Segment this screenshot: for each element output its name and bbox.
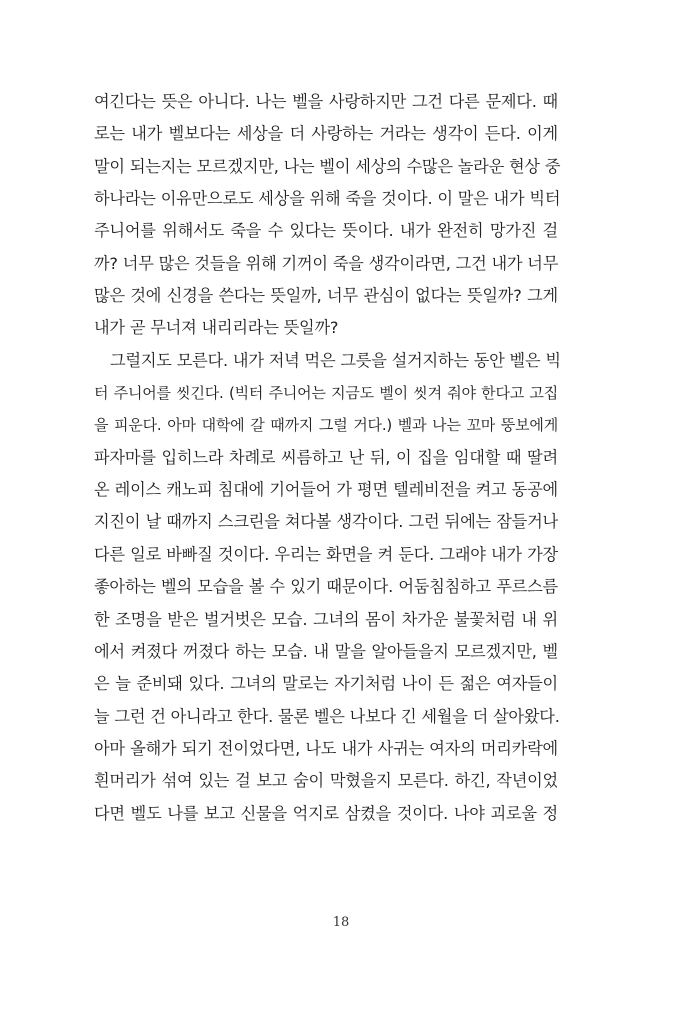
body-text [94, 86, 561, 830]
text-line: 아마 올해가 되기 전이었다면, 나도 내가 사귀는 여자의 머리카락에 [94, 738, 558, 758]
text-line: 터 주니어를 씻긴다. (빅터 주니어는 지금도 벨이 씻겨 줘야 한다고 고집 [94, 384, 558, 403]
text-line: 은 늘 준비돼 있다. 그녀의 말로는 자기처럼 나이 든 젊은 여자들이 [94, 674, 558, 694]
page-number: 18 [332, 915, 350, 930]
text-line: 말이 되는지는 모르겠지만, 나는 벨이 세상의 수많은 놀라운 현상 중 [94, 156, 561, 176]
text-line: 한 조명을 받은 벌거벗은 모습. 그녀의 몸이 차가운 불꽃처럼 내 위 [94, 609, 558, 629]
text-line-indented: 그럴지도 모른다. 내가 저녁 먹은 그릇을 설거지하는 동안 벨은 빅 [110, 350, 561, 370]
text-line: 늘 그런 건 아니라고 한다. 물론 벨은 나보다 긴 세월을 더 살아왔다. [94, 706, 560, 726]
text-line: 다면 벨도 나를 보고 신물을 억지로 삼켰을 것이다. 나야 괴로울 정 [94, 803, 558, 823]
text-line: 온 레이스 캐노피 침대에 기어들어 가 평면 텔레비전을 켜고 동공에 [94, 480, 558, 500]
text-line: 하나라는 이유만으로도 세상을 위해 죽을 것이다. 이 말은 내가 빅터 [94, 189, 561, 209]
text-line: 주니어를 위해서도 죽을 수 있다는 뜻이다. 내가 완전히 망가진 걸 [94, 221, 558, 241]
text-line: 파자마를 입히느라 차례로 씨름하고 난 뒤, 이 집을 임대할 때 딸려 [94, 447, 558, 467]
text-line: 을 피운다. 아마 대학에 갈 때까지 그럴 거다.) 벨과 나는 꼬마 뚱보에게 [94, 416, 558, 435]
text-line: 여긴다는 뜻은 아니다. 나는 벨을 사랑하지만 그건 다른 문제다. 때 [94, 92, 558, 111]
text-line: 많은 것에 신경을 쓴다는 뜻일까, 너무 관심이 없다는 뜻일까? 그게 [94, 286, 558, 306]
text-line: 내가 곧 무너져 내리리라는 뜻일까? [94, 318, 339, 338]
text-line: 에서 켜졌다 꺼졌다 하는 모습. 내 말을 알아들을지 모르겠지만, 벨 [94, 641, 558, 661]
text-line: 다른 일로 바빠질 것이다. 우리는 화면을 켜 둔다. 그래야 내가 가장 [94, 544, 558, 564]
text-line: 흰머리가 섞여 있는 걸 보고 숨이 막혔을지 모른다. 하긴, 작년이었 [94, 771, 558, 791]
text-line: 지진이 날 때까지 스크린을 쳐다볼 생각이다. 그런 뒤에는 잠들거나 [94, 512, 558, 532]
text-line: 좋아하는 벨의 모습을 볼 수 있기 때문이다. 어둠침침하고 푸르스름 [94, 577, 558, 597]
text-line: 로는 내가 벨보다는 세상을 더 사랑하는 거라는 생각이 든다. 이게 [94, 124, 558, 144]
text-line: 까? 너무 많은 것들을 위해 기꺼이 죽을 생각이라면, 그건 내가 너무 [94, 253, 559, 273]
